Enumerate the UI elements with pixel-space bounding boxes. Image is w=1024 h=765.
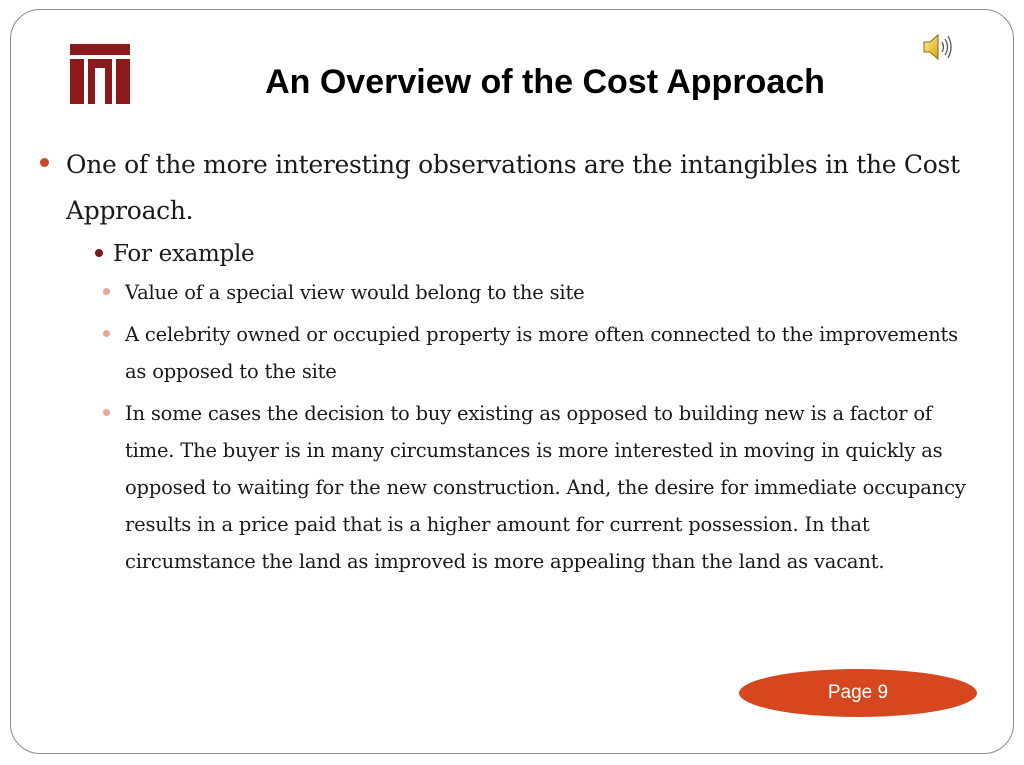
level3-text: In some cases the decision to buy existing as opposed to building new is a factor of time. The buyer is in many circumstances is more interested in moving in quickly as opposed to waiting for the new construction. And, the desire for immediate occupancy results in a price paid that is a higher amount for current possession. In that circumstance the land as improved is more appealing than the land as vacant. — [125, 402, 966, 573]
page-number-badge: Page 9 — [739, 669, 977, 717]
level3-text: A celebrity owned or occupied property is more often connected to the improvements as opposed to the site — [125, 323, 958, 383]
level1-text: One of the more interesting observations are the intangibles in the Cost Approach. — [66, 150, 960, 225]
slide-title: An Overview of the Cost Approach — [265, 63, 825, 101]
slide-content — [40, 142, 985, 585]
arch-logo-icon — [70, 44, 130, 104]
level3-text: Value of a special view would belong to the site — [125, 281, 585, 304]
bullet-level3-item — [125, 316, 985, 390]
level3-bullet-icon — [103, 330, 110, 337]
level3-bullet-icon — [103, 288, 110, 295]
bullet-level3-item — [125, 395, 985, 580]
level3-bullet-icon — [103, 409, 110, 416]
bullet-level3-item — [125, 274, 985, 311]
bullet-level2 — [95, 234, 985, 274]
level2-bullet-icon — [95, 249, 103, 257]
level2-text: For example — [113, 241, 255, 267]
level1-bullet-icon — [40, 158, 49, 167]
bullet-level1 — [40, 142, 985, 234]
